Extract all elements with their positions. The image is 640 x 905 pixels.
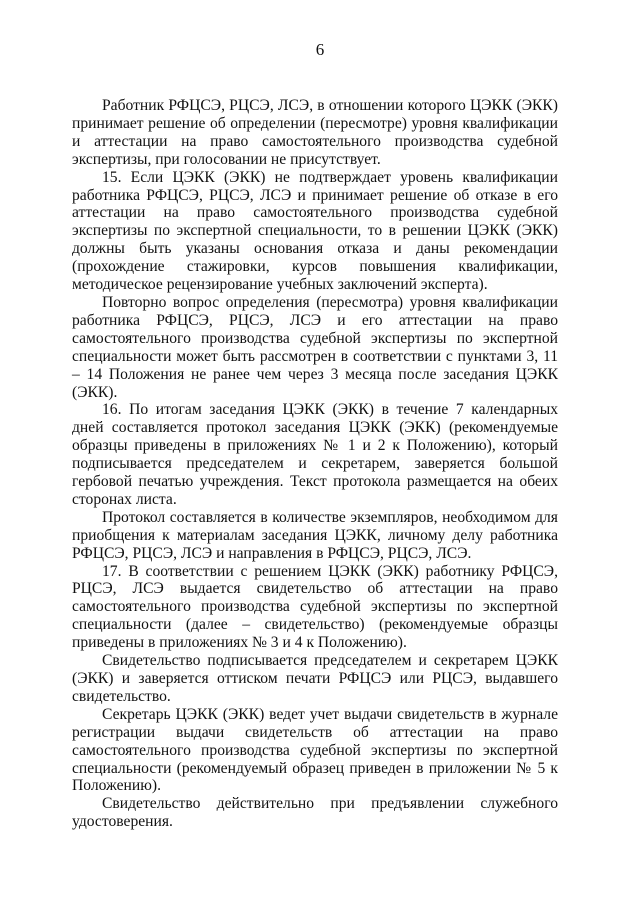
paragraph-protocol-copies: Протокол составляется в количестве экземпляров, необходимом для приобщения к материалам заседания ЦЭКК, личному делу работника РФЦСЭ, РЦСЭ, ЛСЭ и направления в РФЦСЭ, РЦСЭ, ЛСЭ. (72, 508, 558, 562)
paragraph-absent-from-vote: Работник РФЦСЭ, РЦСЭ, ЛСЭ, в отношении которого ЦЭКК (ЭКК) принимает решение об определении (пересмотре) уровня квалификации и аттестации на право самостоятельного производства судебной экспертизы, при голосовании не присутствует. (72, 97, 558, 168)
page-number: 6 (315, 40, 325, 59)
paragraph-16-protocol: 16. По итогам заседания ЦЭКК (ЭКК) в течение 7 календарных дней составляется протокол заседания ЦЭКК (ЭКК) (рекомендуемые образцы приведены в приложениях № 1 и 2 к Положению), который подписывается председателем и секретарем, заверяется большой гербовой печатью учреждения. Текст протокола размещается на обеих сторонах листа. (72, 401, 558, 508)
paragraph-15-refusal: 15. Если ЦЭКК (ЭКК) не подтверждает уровень квалификации работника РФЦСЭ, РЦСЭ, ЛСЭ и принимает решение об отказе в его аттестации на право самостоятельного производства судебной экспертизы по экспертной специальности, то в решении ЦЭКК (ЭКК) должны быть указаны основания отказа и даны рекомендации (прохождение стажировки, курсов повышения квалификации, методическое рецензирование учебных заключений эксперта). (72, 168, 558, 294)
paragraph-certificate-signing: Свидетельство подписывается председателем и секретарем ЦЭКК (ЭКК) и заверяется оттиском печати РФЦСЭ или РЦСЭ, выдавшего свидетельство. (72, 652, 558, 705)
paragraph-certificate-validity: Свидетельство действительно при предъявлении служебного удостоверения. (72, 795, 558, 831)
paragraph-repeat-review: Повторно вопрос определения (пересмотра) уровня квалификации работника РФЦСЭ, РЦСЭ, ЛСЭ и его аттестации на право самостоятельного производства судебной экспертизы по экспертной специальности может быть рассмотрен в соответствии с пунктами 3, 11 – 14 Положения не ранее чем через 3 месяца после заседания ЦЭКК (ЭКК). (72, 293, 558, 401)
paragraph-certificate-registry: Секретарь ЦЭКК (ЭКК) ведет учет выдачи свидетельств в журнале регистрации выдачи свидетельств об аттестации на право самостоятельного производства судебной экспертизы по экспертной специальности (рекомендуемый образец приведен в приложении № 5 к Положению). (72, 705, 558, 795)
paragraph-17-certificate: 17. В соответствии с решением ЦЭКК (ЭКК) работнику РФЦСЭ, РЦСЭ, ЛСЭ выдается свидетельство об аттестации на право самостоятельного производства судебной экспертизы по экспертной специальности (далее – свидетельство) (рекомендуемые образцы приведены в приложениях № 3 и 4 к Положению). (72, 562, 558, 652)
document-body (72, 97, 558, 831)
